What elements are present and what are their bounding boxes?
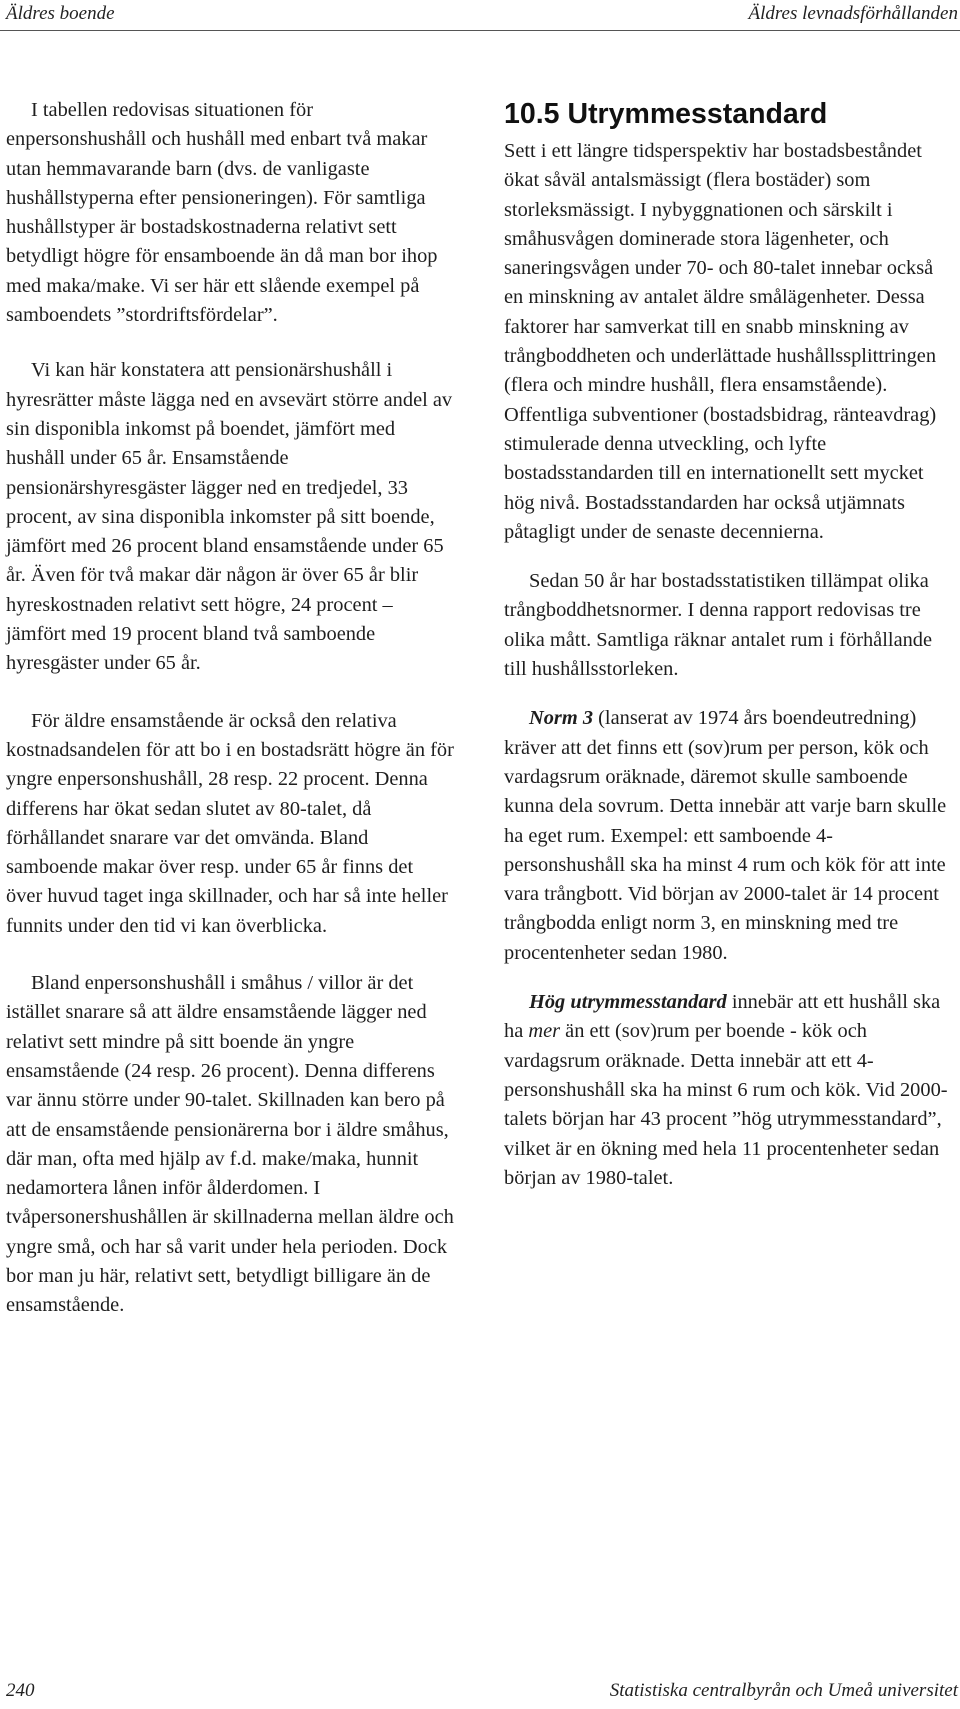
right-column	[504, 96, 952, 1217]
high-standard-text-a: innebär att ett hushåll ska ha	[504, 991, 941, 1043]
right-paragraph-1: Sett i ett längre tidsperspektiv har bostadsbeståndet ökat såväl antalsmässigt (flera bostäder) som storleksmässigt. I nybyggnationen och särskilt i småhusvågen dominerade stora lägenheter, och saneringsvågen under 70- och 80-talet innebar också en minskning av antalet äldre smålägenheter. Dessa faktorer har samverkat till en snabb minskning av trångboddheten och underlättade hushållssplittringen (flera och mindre hushåll, flera ensamstående). Offentliga subventioner (bostadsbidrag, ränteavdrag) stimulerade denna utveckling, och lyfte bostadsstandarden till en internationellt sett mycket hög nivå. Bostadsstandarden har också utjämnats påtagligt under de senaste decennierna.	[504, 140, 937, 543]
section-heading	[504, 96, 952, 132]
section-number: 10.5	[504, 98, 560, 130]
norm-3-term: Norm 3	[529, 707, 594, 730]
left-paragraph-3: För äldre ensamstående är också den relativa kostnadsandelen för att bo i en bostadsrätt högre än för yngre enpersonshushåll, 28 resp. 22 procent. Denna differens har ökat sedan slutet av 80-talet, då förhållandet snarare var det omvända. Bland samboende makar över resp. under 65 år finns det över huvud taget inga skillnader, och har så inte heller funnits under den tid vi kan överblicka.	[6, 709, 454, 937]
header-book-title: Äldres levnadsförhållanden	[748, 3, 958, 24]
left-paragraph-2: Vi kan här konstatera att pensionärshushåll i hyresrätter måste lägga ned en avsevärt större andel av sin disponibla inkomst på boendet, jämfört med hushåll under 65 år. Ensamstående pensionärshyresgäster lägger ned en tredjedel, 33 procent, av sina disponibla inkomster på sitt boende, jämfört med 26 procent bland ensamstående under 65 år. Även för två makar där någon är över 65 år blir hyreskostnaden relativt sett högre, 24 procent – jämfört med 19 procent bland två samboende hyresgäster under 65 år.	[6, 359, 453, 675]
right-paragraph-2: Sedan 50 år har bostadsstatistiken tillämpat olika trångboddhetsnormer. I denna rapport redovisas tre olika mått. Samtliga räknar antalet rum i förhållande till hushållsstorleken.	[504, 570, 933, 681]
high-standard-emphasis: mer	[528, 1020, 561, 1043]
running-header	[0, 0, 960, 31]
section-title: Utrymmesstandard	[567, 98, 828, 130]
page-number: 240	[6, 1680, 35, 1701]
high-standard-term: Hög utrymmesstandard	[529, 991, 727, 1014]
high-standard-text-b: än ett (sov)rum per boende - kök och vardagsrum oräknade. Detta innebär att ett 4-personshushåll ska ha minst 6 rum och kök. Vid 2000-talets början har 43 procent ”hög utrymmesstandard”, vilket är en ökning med hela 11 procentenheter sedan början av 1980-talet.	[504, 1020, 948, 1189]
header-chapter-title: Äldres boende	[6, 3, 115, 24]
right-paragraph-3	[504, 704, 952, 968]
right-paragraph-4	[504, 988, 952, 1193]
footer-publisher: Statistiska centralbyrån och Umeå universitet	[609, 1680, 958, 1701]
left-paragraph-4: Bland enpersonshushåll i småhus / villor är det istället snarare så att äldre ensamstående lägger ned relativt sett mindre på sitt boende än yngre ensamstående (24 resp. 26 procent). Denna differens var ännu större under 90-talet. Skillnaden kan bero på att de ensamstående pensionärerna bor i äldre småhus, där man, ofta med hjälp av f.d. make/maka, hunnit nedamortera lånen inför ålderdomen. I tvåpersonershushållen är skillnaderna mellan äldre och yngre små, och har så varit under hela perioden. Dock bor man ju här, relativt sett, betydligt billigare än de ensamstående.	[6, 972, 454, 1317]
left-column	[6, 96, 454, 1349]
running-footer	[0, 1676, 960, 1706]
norm-3-text: (lanserat av 1974 års boendeutredning) kräver att det finns ett (sov)rum per person, kök och vardagsrum oräknade, däremot skulle samboende kunna dela sovrum. Detta innebär att varje barn skulle ha eget rum. Exempel: ett samboende 4-personshushåll ska ha minst 4 rum och kök för att inte vara trångbott. Vid början av 2000-talet är 14 procent trångbodda enligt norm 3, en minskning med tre procentenheter sedan 1980.	[504, 707, 947, 964]
left-paragraph-1: I tabellen redovisas situationen för enpersonshushåll och hushåll med enbart två makar utan hemmavarande barn (dvs. de vanligaste hushållstyperna efter pensioneringen). För samtliga hushållstyper är bostadskostnaderna relativt sett betydligt högre för ensamboende än då man bor ihop med maka/make. Vi ser här ett slående exempel på samboendets ”stordriftsfördelar”.	[6, 99, 438, 327]
